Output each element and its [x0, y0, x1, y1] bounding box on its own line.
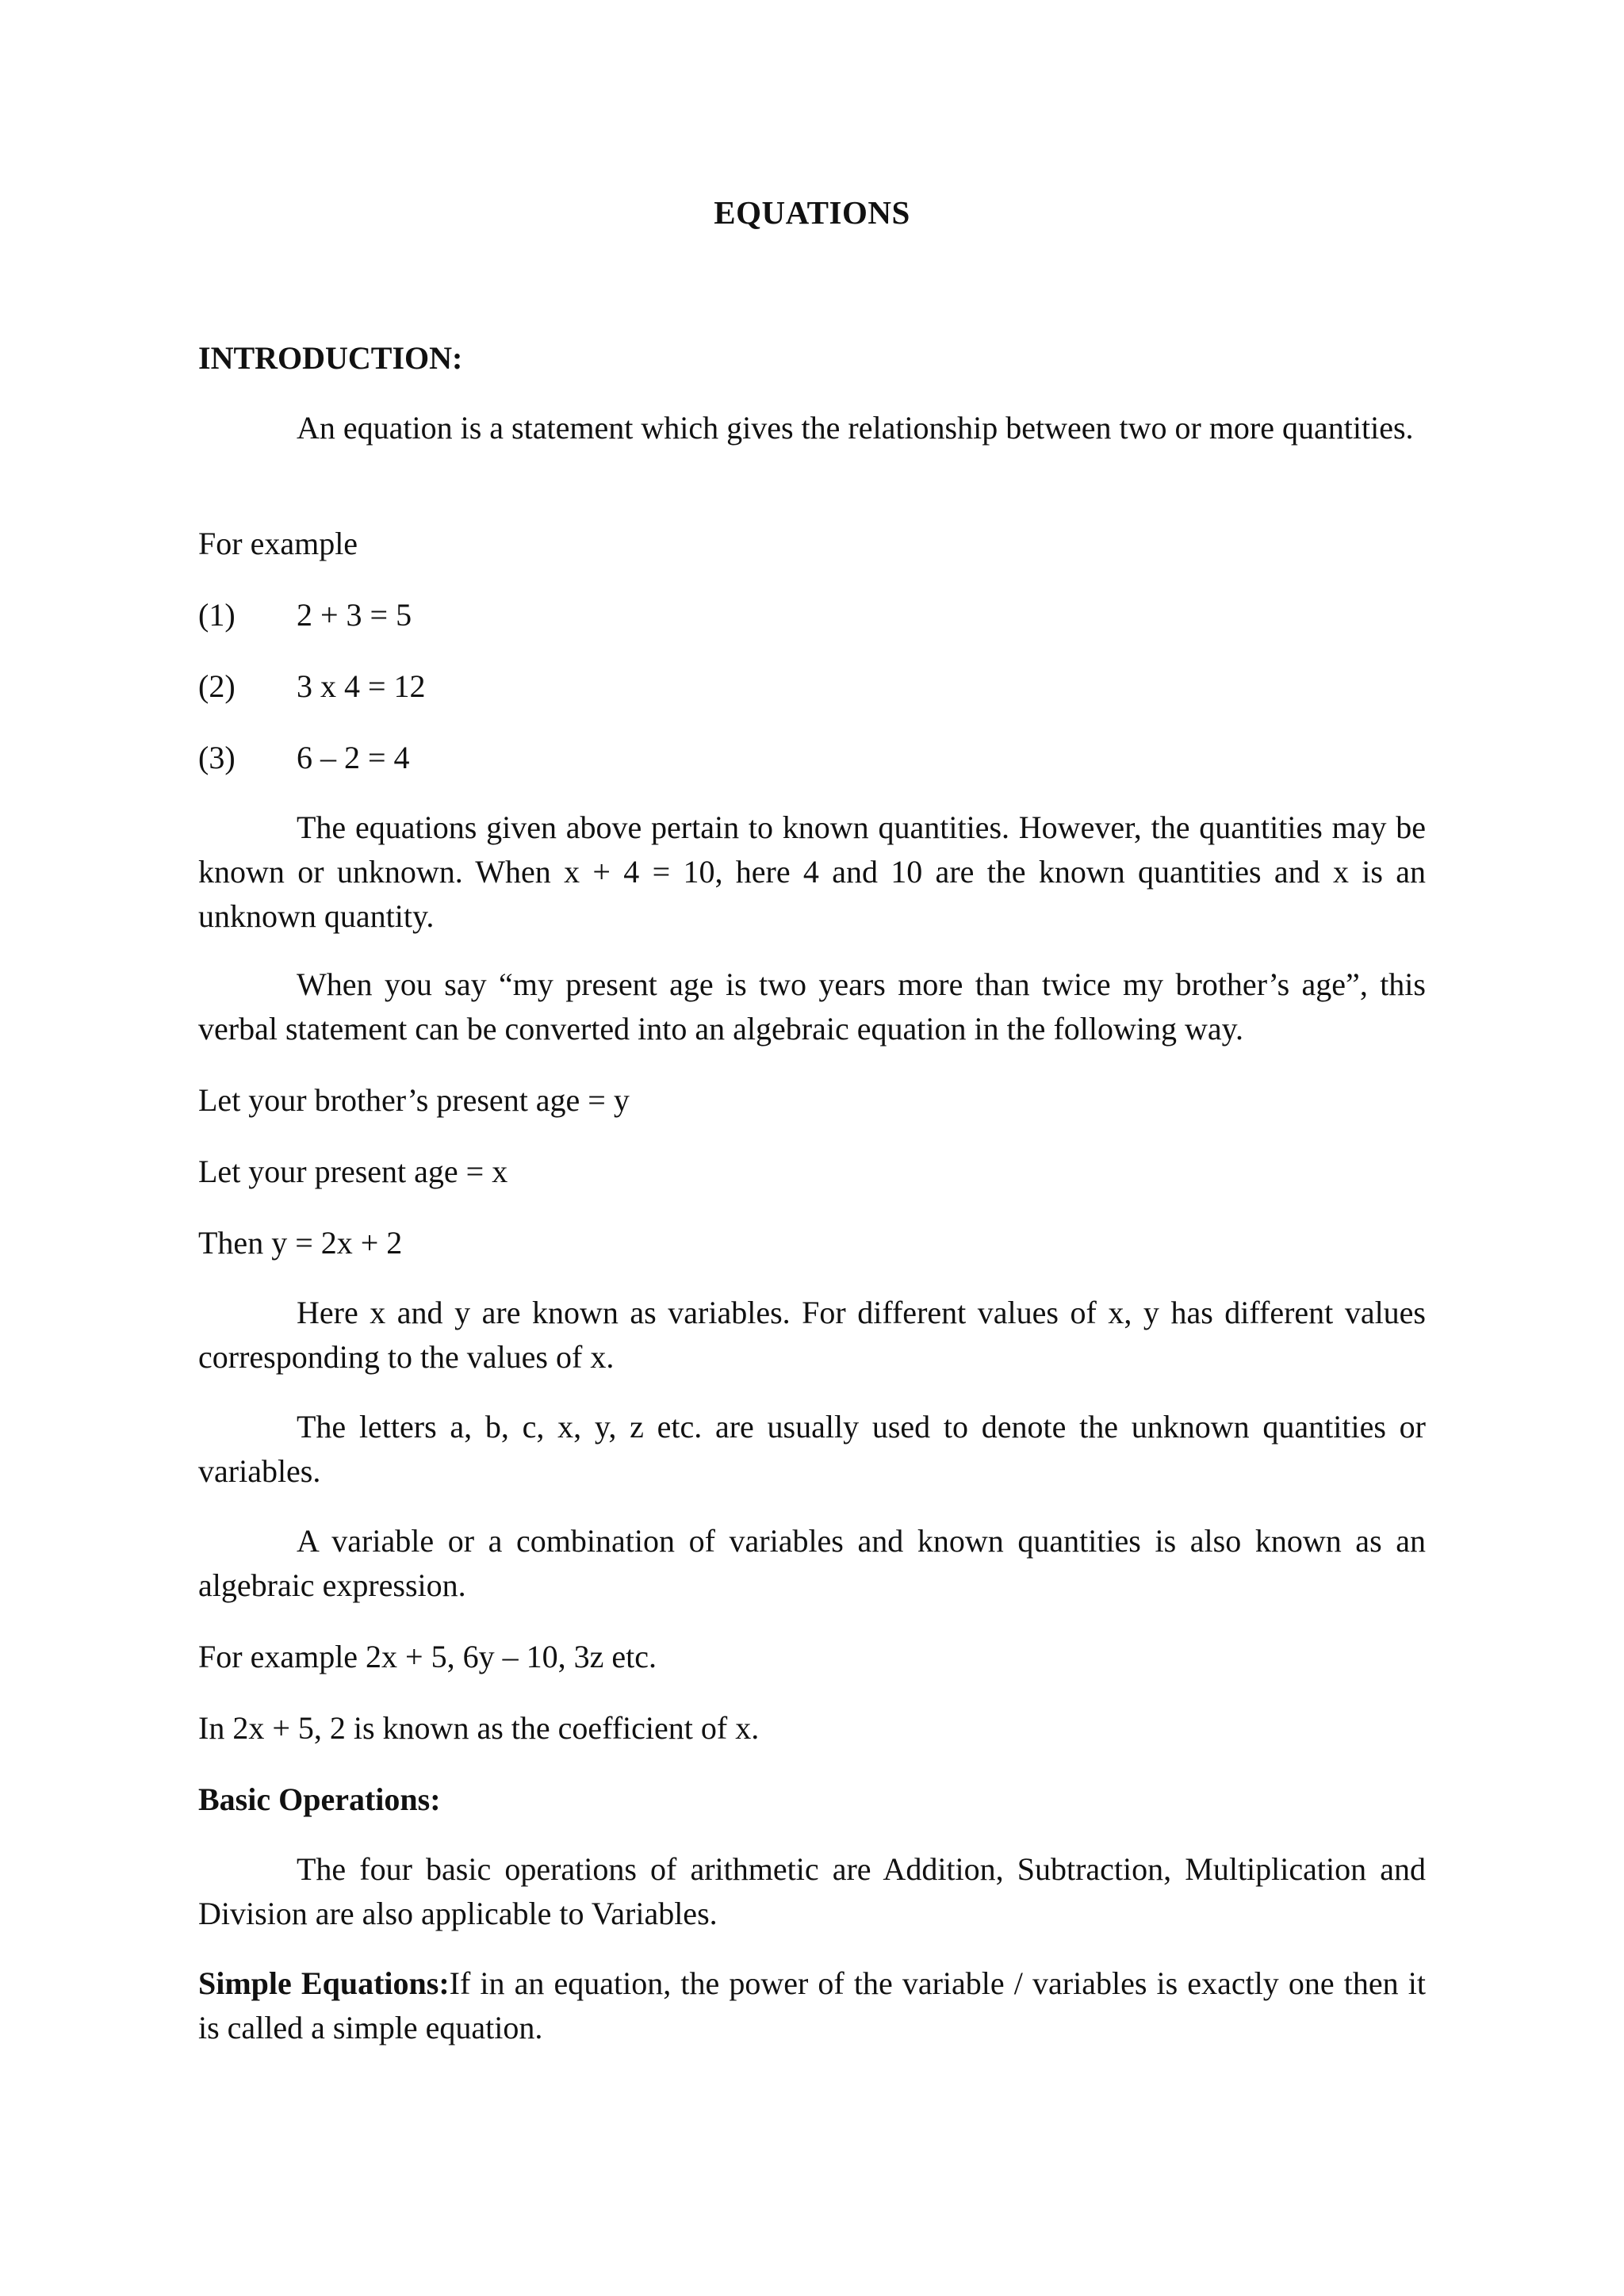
for-example-label: For example: [198, 526, 358, 561]
variables-paragraph: Here x and y are known as variables. For different values of x, y has different values corresponding to the values of x.: [198, 1295, 1426, 1375]
basic-operations-heading: Basic Operations:: [198, 1781, 441, 1817]
simple-equations-heading: Simple Equations:: [198, 1965, 450, 2001]
example-equation: 6 – 2 = 4: [297, 740, 410, 775]
equation-line: Then y = 2x + 2: [198, 1225, 403, 1261]
example-equation: 2 + 3 = 5: [297, 597, 412, 633]
simple-equations-text: If in an equation, the power of the variable / variables is exactly one then it is called a simple equation.: [198, 1965, 1426, 2045]
letters-paragraph: The letters a, b, c, x, y, z etc. are usually used to denote the unknown quantities or variables.: [198, 1409, 1426, 1489]
page-title: EQUATIONS: [714, 194, 910, 231]
known-unknown-paragraph: The equations given above pertain to known quantities. However, the quantities may be known or unknown. When x + 4 = 10, here 4 and 10 are the known quantities and x is an unknown quantity.: [198, 809, 1426, 934]
expression-example-line: For example 2x + 5, 6y – 10, 3z etc.: [198, 1639, 657, 1674]
basic-operations-paragraph: The four basic operations of arithmetic are Addition, Subtraction, Multiplication and Division are also applicable to Variables.: [198, 1851, 1426, 1931]
coefficient-line: In 2x + 5, 2 is known as the coefficient of x.: [198, 1710, 760, 1746]
present-age-line: Let your present age = x: [198, 1154, 508, 1189]
verbal-statement-paragraph: When you say “my present age is two years more than twice my brother’s age”, this verbal statement can be converted into an algebraic equation in the following way.: [198, 966, 1426, 1047]
expression-paragraph: A variable or a combination of variables and known quantities is also known as an algebraic expression.: [198, 1523, 1426, 1603]
example-number: (3): [198, 740, 236, 775]
example-number: (2): [198, 668, 236, 704]
introduction-heading: INTRODUCTION:: [198, 340, 463, 376]
simple-equations-paragraph: [198, 1961, 1426, 2050]
example-equation: 3 x 4 = 12: [297, 668, 426, 704]
brother-age-line: Let your brother’s present age = y: [198, 1082, 630, 1118]
example-number: (1): [198, 597, 236, 633]
definition-paragraph: An equation is a statement which gives the relationship between two or more quantities.: [297, 410, 1414, 446]
